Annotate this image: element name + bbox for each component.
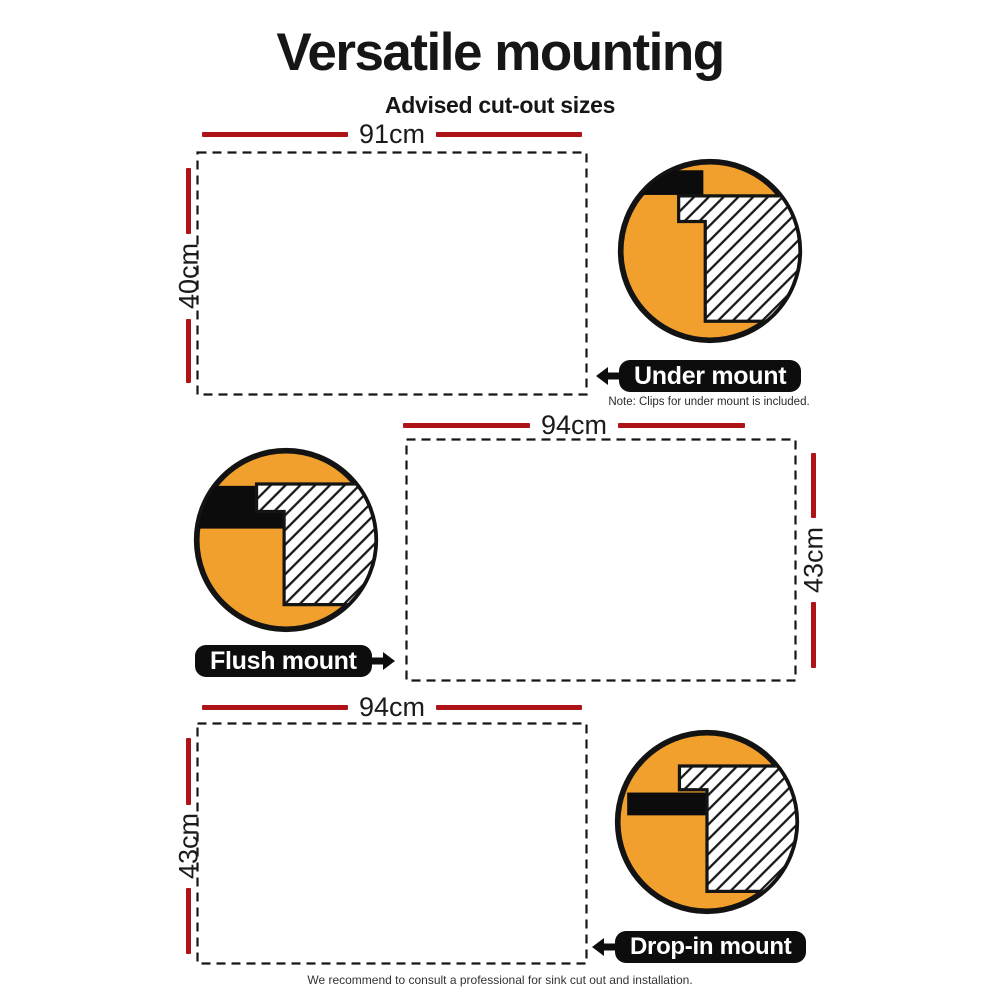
arrow-right-icon	[370, 651, 395, 671]
dimension-line	[436, 705, 582, 710]
flush-mount-cutout-outline	[405, 438, 797, 682]
dimension-line	[186, 888, 191, 954]
under-mount-tag	[596, 360, 801, 392]
under-mount-height-label: 40cm	[173, 242, 204, 310]
drop-in-mount-width-label: 94cm	[358, 691, 426, 722]
flush-mount-tag	[195, 645, 395, 677]
under-mount-width-dimension	[196, 118, 588, 150]
dimension-line	[186, 168, 191, 234]
page-title: Versatile mounting	[276, 23, 724, 82]
drop-in-mount-height-label: 43cm	[173, 812, 204, 880]
dimension-line	[202, 132, 348, 137]
flush-mount-width-label: 94cm	[540, 409, 608, 440]
drop-in-mount-cross-section-icon	[612, 727, 802, 917]
arrow-left-icon	[592, 937, 617, 957]
dimension-line	[618, 423, 745, 428]
dimension-line	[811, 453, 816, 518]
drop-in-mount-width-dimension	[196, 691, 588, 723]
under-mount-width-label: 91cm	[358, 118, 426, 149]
dimension-line	[186, 738, 191, 805]
flush-mount-width-dimension	[378, 409, 770, 441]
dimension-line	[436, 132, 582, 137]
under-mount-label: Under mount	[619, 360, 801, 392]
under-mount-cutout-outline	[196, 151, 588, 396]
flush-mount-cross-section-icon	[191, 445, 381, 635]
drop-in-mount-cutout-outline	[196, 722, 588, 965]
drop-in-mount-tag	[592, 931, 806, 963]
arrow-left-icon	[596, 366, 621, 386]
page-subtitle: Advised cut-out sizes	[384, 92, 616, 118]
flush-mount-height-label: 43cm	[798, 526, 829, 594]
dimension-line	[202, 705, 348, 710]
under-mount-note: Note: Clips for under mount is included.	[608, 396, 810, 408]
footer-note: We recommend to consult a professional for sink cut out and installation.	[307, 973, 693, 987]
flush-mount-label: Flush mount	[195, 645, 372, 677]
dimension-line	[403, 423, 530, 428]
dimension-line	[186, 319, 191, 383]
dimension-line	[811, 602, 816, 668]
under-mount-cross-section-icon	[615, 156, 805, 346]
drop-in-mount-label: Drop-in mount	[615, 931, 806, 963]
